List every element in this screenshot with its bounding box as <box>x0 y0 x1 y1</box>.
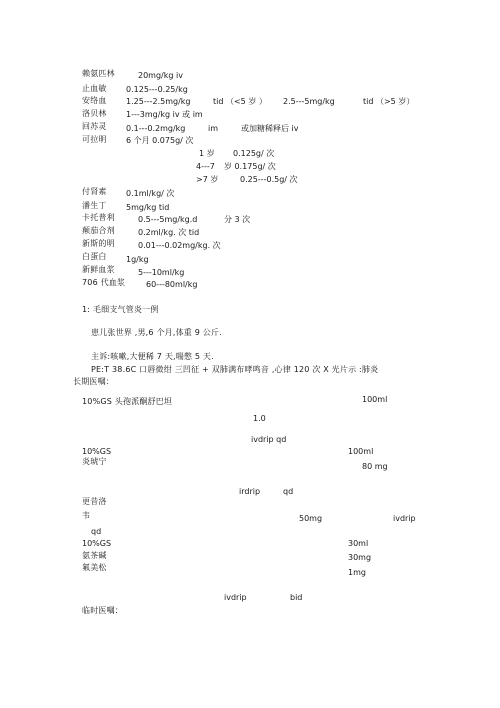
order-amount: 100ml <box>348 447 374 456</box>
drug-age: 1 岁 <box>199 149 215 158</box>
drug-dose: 0.01---0.02mg/kg. 次 <box>138 241 221 250</box>
drug-age: 4---7 <box>196 162 215 171</box>
drug-dose: 20mg/kg iv <box>138 71 183 80</box>
order-frequency: qd <box>91 527 102 536</box>
order-route: ivdrip <box>224 593 247 602</box>
order-frequency: bid <box>290 593 303 602</box>
order-drug: 10%GS 头孢派酮舒巴坦 <box>82 397 173 406</box>
order-amount: 30mg <box>348 553 372 562</box>
order-route: ivdrip qd <box>251 435 287 444</box>
drug-dose: 0.125g/ 次 <box>233 149 275 158</box>
drug-dose: 0.125---0.25/kg <box>126 85 188 94</box>
order-drug: 炎琥宁 <box>82 457 107 466</box>
drug-frequency: 分 3 次 <box>224 215 251 224</box>
drug-name: 颠茄合剂 <box>82 226 115 235</box>
drug-frequency: tid （<5 岁 ） <box>213 97 267 106</box>
drug-dose: 5---10ml/kg <box>138 268 185 277</box>
order-amount: 30ml <box>348 539 369 548</box>
drug-dose: 0.1ml/kg/ 次 <box>126 189 175 198</box>
order-drug: 10%GS <box>82 539 112 548</box>
order-drug: 氨茶碱 <box>82 551 107 560</box>
physical-exam: PE:T 38.6C 口唇微绀 三凹征 + 双肺满布哮鸣音 ,心律 120 次 X 光片示 :肺炎 <box>91 365 379 374</box>
drug-name: 付肾素 <box>82 187 107 196</box>
temporary-orders-label: 临时医嘱： <box>82 606 123 615</box>
order-drug: 10%GS <box>82 447 112 456</box>
drug-dose: 1g/kg <box>126 255 149 264</box>
drug-frequency: tid （>5 岁） <box>363 97 415 106</box>
drug-name: 新鲜血浆 <box>82 265 115 274</box>
drug-name: 白蛋白 <box>82 252 107 261</box>
order-amount: 1mg <box>348 568 366 577</box>
order-dose: 1.0 <box>253 414 266 423</box>
drug-dose: 5mg/kg tid <box>126 203 170 212</box>
drug-dose: 6 个月 0.075g/ 次 <box>126 136 194 145</box>
drug-dose: 岁 0.175g/ 次 <box>224 162 276 171</box>
order-route: irdrip <box>239 487 261 496</box>
drug-name: 洛贝林 <box>82 109 107 118</box>
drug-name: 706 代血浆 <box>82 278 126 287</box>
drug-name: 回苏灵 <box>82 122 107 131</box>
chief-complaint: 主诉:咳嗽,大便稀 7 天,喘憋 5 天. <box>91 352 214 361</box>
drug-name: 潘生丁 <box>82 201 107 210</box>
order-drug: 氟美松 <box>82 563 107 572</box>
order-route: ivdrip <box>393 514 416 523</box>
drug-route: im <box>208 124 219 133</box>
order-frequency: qd <box>283 487 294 496</box>
drug-note: 或加糖稀释后 iv <box>241 124 299 133</box>
order-dose: 80 mg <box>362 462 388 471</box>
drug-dose: 0.5---5mg/kg.d <box>138 215 198 224</box>
drug-age: >7 岁 <box>196 175 219 184</box>
order-drug: 韦 <box>82 511 91 520</box>
drug-dose: 1.25---2.5mg/kg <box>126 97 191 106</box>
patient-info: 患儿张世界 ,男,6 个月,体重 9 公斤. <box>91 328 222 337</box>
drug-dose: 1---3mg/kg iv 或 im <box>126 110 203 119</box>
drug-name: 止血敏 <box>82 84 107 93</box>
drug-dose: 2.5---5mg/kg <box>283 97 335 106</box>
drug-name: 可拉明 <box>82 135 107 144</box>
drug-dose: 0.1---0.2mg/kg <box>126 124 186 133</box>
drug-name: 卡托普利 <box>82 213 115 222</box>
long-term-orders-label: 长期医嘱： <box>73 377 114 386</box>
order-drug: 更昔洛 <box>82 497 107 506</box>
drug-dose: 60---80ml/kg <box>146 280 198 289</box>
order-dose: 50mg <box>299 514 323 523</box>
drug-name: 安络血 <box>82 96 107 105</box>
case-heading: 1: 毛细支气管炎一例 <box>82 305 159 314</box>
drug-name: 赖氨匹林 <box>82 69 115 78</box>
order-amount: 100ml <box>362 395 388 404</box>
drug-name: 新斯的明 <box>82 239 115 248</box>
drug-dose: 0.2ml/kg. 次 tid <box>138 228 200 237</box>
drug-dose: 0.25---0.5g/ 次 <box>240 175 298 184</box>
